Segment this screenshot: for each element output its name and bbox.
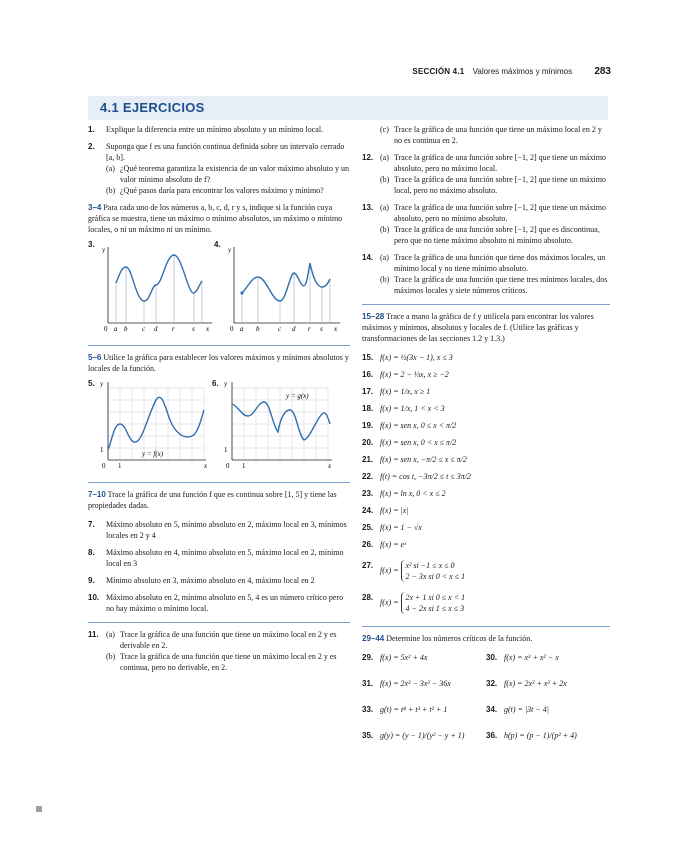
exercise-16: 16. f(x) = 2 − ⅓x, x ≥ −2 <box>362 370 449 379</box>
graph5-function-label: y = f(x) <box>142 450 164 458</box>
divider <box>88 345 350 346</box>
exercise-36: 36. h(p) = (p − 1)/(p² + 4) <box>486 731 577 740</box>
svg-text:x: x <box>204 462 208 470</box>
piecewise-28: 2x + 1 si 0 ≤ x < 1 4 − 2x si 1 ≤ x ≤ 3 <box>401 592 466 614</box>
exercise-14: 14. (a) Trace la gráfica de una función que tiene dos máximos locales, un mínimo local y no tiene mínimo absoluto. (b) Trace la gráfica de una función que tiene tres mínimos locales, dos máximos locales y siete números críticos. <box>362 253 608 295</box>
svg-text:r: r <box>308 325 311 333</box>
svg-text:1: 1 <box>242 462 246 470</box>
divider <box>362 304 610 305</box>
exercise-15: 15. f(x) = ½(3x − 1), x ≤ 3 <box>362 353 453 362</box>
svg-text:c: c <box>278 325 282 333</box>
exercise-29: 29. f(x) = 5x² + 4x <box>362 653 428 662</box>
exercise-35: 35. g(y) = (y − 1)/(y² − y + 1) <box>362 731 465 740</box>
exercise-33: 33. g(t) = t⁴ + t³ + t² + 1 <box>362 705 448 714</box>
instructions-29-44: 29–44 Determine los números críticos de la función. <box>362 634 533 643</box>
page-title: 4.1 EJERCICIOS <box>100 100 205 115</box>
instructions-7-10: 7–10 Trace la gráfica de una función f que es continua sobre [1, 5] y tiene las propiedades dadas. <box>88 490 337 510</box>
svg-text:a: a <box>114 325 118 333</box>
piecewise-27: x² si −1 ≤ x ≤ 0 2 − 3x si 0 < x ≤ 1 <box>401 560 466 582</box>
exercise-21: 21. f(x) = sen x, −π/2 ≤ x ≤ π/2 <box>362 455 467 464</box>
exercise-11: 11. (a) Trace la gráfica de una función que tiene un máximo local en 2 y es derivable en 2. (b) Trace la gráfica de una función que tiene un máximo local en 2 y es continua, pero no derivable, en 2. <box>88 630 337 672</box>
svg-text:y: y <box>224 380 228 388</box>
svg-text:x: x <box>328 462 332 470</box>
svg-text:d: d <box>292 325 296 333</box>
exercise-12: 12. (a) Trace la gráfica de una función sobre [−1, 2] que tiene un máximo absoluto, pero no máximo local. (b) Trace la gráfica de una función sobre [−1, 2] que tiene un máximo local, pero no máximo absoluto. <box>362 153 606 195</box>
svg-text:y: y <box>100 380 104 388</box>
exercise-31: 31. f(x) = 2x³ − 3x² − 36x <box>362 679 451 688</box>
graph-3 <box>102 243 214 333</box>
svg-text:x: x <box>334 325 338 333</box>
svg-text:x: x <box>206 325 210 333</box>
svg-text:0: 0 <box>230 325 234 333</box>
instructions-15-28: 15–28 Trace a mano la gráfica de f y utilícela para encontrar los valores máximos y mínimos, absolutos y locales de f. (Utilice las gráficas y transformaciones de las secciones 1.2 y 1.3.) <box>362 312 594 343</box>
exercise-17: 17. f(x) = 1/x, x ≥ 1 <box>362 387 431 396</box>
section-number: SECCIÓN 4.1 <box>412 67 465 76</box>
svg-text:d: d <box>154 325 158 333</box>
function-list <box>362 352 610 614</box>
exercise-22: 22. f(t) = cos t, −3π/2 ≤ t ≤ 3π/2 <box>362 472 471 481</box>
exercise-9: 9. Mínimo absoluto en 3, máximo absoluto en 4, máximo local en 2 <box>88 576 315 585</box>
svg-text:y: y <box>102 246 106 254</box>
graph-6 <box>224 380 336 472</box>
running-header <box>412 66 611 77</box>
svg-text:c: c <box>142 325 146 333</box>
exercise-2: 2. Suponga que f es una función continua definida sobre un intervalo cerrado [a, b]. (a) ¿Qué teorema garantiza la existencia de un valor máximo absoluto y un valor mínimo absoluto de f? (b) ¿Qué pasos daría para encontrar los valores máximo y mínimo? <box>88 142 350 195</box>
exercise-32: 32. f(x) = 2x³ + x² + 2x <box>486 679 567 688</box>
exercise-34: 34. g(t) = |3t − 4| <box>486 705 549 714</box>
right-column <box>362 124 610 747</box>
svg-text:0: 0 <box>226 462 230 470</box>
exercise-24: 24. f(x) = |x| <box>362 506 409 515</box>
graph3-tick-0: 0 <box>104 325 108 333</box>
svg-text:s: s <box>192 325 195 333</box>
exercise-11c: (c) Trace la gráfica de una función que tiene un máximo local en 2 y no es continua en 2. <box>380 125 602 145</box>
exercise-8: 8. Máximo absoluto en 4, mínimo absoluto en 5, máximo local en 2, mínimo local en 3 <box>88 548 344 568</box>
svg-text:1: 1 <box>100 446 104 454</box>
svg-text:0: 0 <box>102 462 106 470</box>
graph-5 <box>100 380 210 472</box>
exercise-7: 7. Máximo absoluto en 5, mínimo absoluto en 2, máximo local en 3, mínimos locales en 2 y 4 <box>88 520 347 540</box>
graphs-3-4: 3. 0 a b c d r s x y 4. 0 a b c d r s x y <box>88 239 350 337</box>
svg-text:1: 1 <box>224 446 228 454</box>
svg-text:s: s <box>320 325 323 333</box>
divider <box>362 626 610 627</box>
exercise-28: 28. f(x) = 2x + 1 si 0 ≤ x < 1 4 − 2x si 1 ≤ x ≤ 3 <box>362 593 466 613</box>
svg-text:b: b <box>256 325 260 333</box>
graph-4 <box>228 243 344 333</box>
instructions-5-6: 5–6 Utilice la gráfica para establecer los valores máximos y mínimos absolutos y locales de la función. <box>88 353 349 373</box>
instructions-3-4: 3–4 Para cada uno de los números a, b, c, d, r y s, indique si la función cuya gráfica se muestra, tiene un máximo o mínimo absolutos, un máximo o mínimo locales, o ni un máximo ni un mínimo. <box>88 203 343 234</box>
exercise-30: 30. f(x) = x³ + x² − x <box>486 653 559 662</box>
exercise-10: 10. Máximo absoluto en 2, mínimo absoluto en 5, 4 es un número crítico pero no hay máximo o mínimo local. <box>88 593 344 613</box>
exercise-18: 18. f(x) = 1/x, 1 < x < 3 <box>362 404 445 413</box>
exercise-13: 13. (a) Trace la gráfica de una función sobre [−1, 2] que tiene un máximo absoluto, pero no mínimo absoluto. (b) Trace la gráfica de una función sobre [−1, 2] que es discontinua, pero que no tiene máximo absoluto ni mínimo absoluto. <box>362 203 606 245</box>
critical-number-list <box>362 652 610 747</box>
exercise-19: 19. f(x) = sen x, 0 ≤ x < π/2 <box>362 421 457 430</box>
divider <box>88 482 350 483</box>
svg-text:a: a <box>240 325 244 333</box>
corner-marker <box>36 806 42 812</box>
section-title: Valores máximos y mínimos <box>472 67 573 76</box>
exercise-1: 1. Explique la diferencia entre un mínimo absoluto y un mínimo local. <box>88 125 324 134</box>
svg-text:1: 1 <box>118 462 122 470</box>
page-number: 283 <box>594 66 611 77</box>
graph6-function-label: y = g(x) <box>286 392 309 400</box>
graphs-5-6: 5. y 1 0 1 x y = f(x) 6. y 1 0 1 x y = g(x) <box>88 378 350 474</box>
exercise-26: 26. f(x) = eˣ <box>362 540 407 549</box>
exercise-25: 25. f(x) = 1 − √x <box>362 523 422 532</box>
svg-text:b: b <box>124 325 128 333</box>
exercise-23: 23. f(x) = ln x, 0 < x ≤ 2 <box>362 489 446 498</box>
svg-text:y: y <box>228 246 232 254</box>
divider <box>88 622 350 623</box>
exercise-20: 20. f(x) = sen x, 0 < x ≤ π/2 <box>362 438 457 447</box>
exercise-27: 27. f(x) = x² si −1 ≤ x ≤ 0 2 − 3x si 0 < x ≤ 1 <box>362 561 466 581</box>
left-column <box>88 124 350 679</box>
svg-text:r: r <box>172 325 175 333</box>
